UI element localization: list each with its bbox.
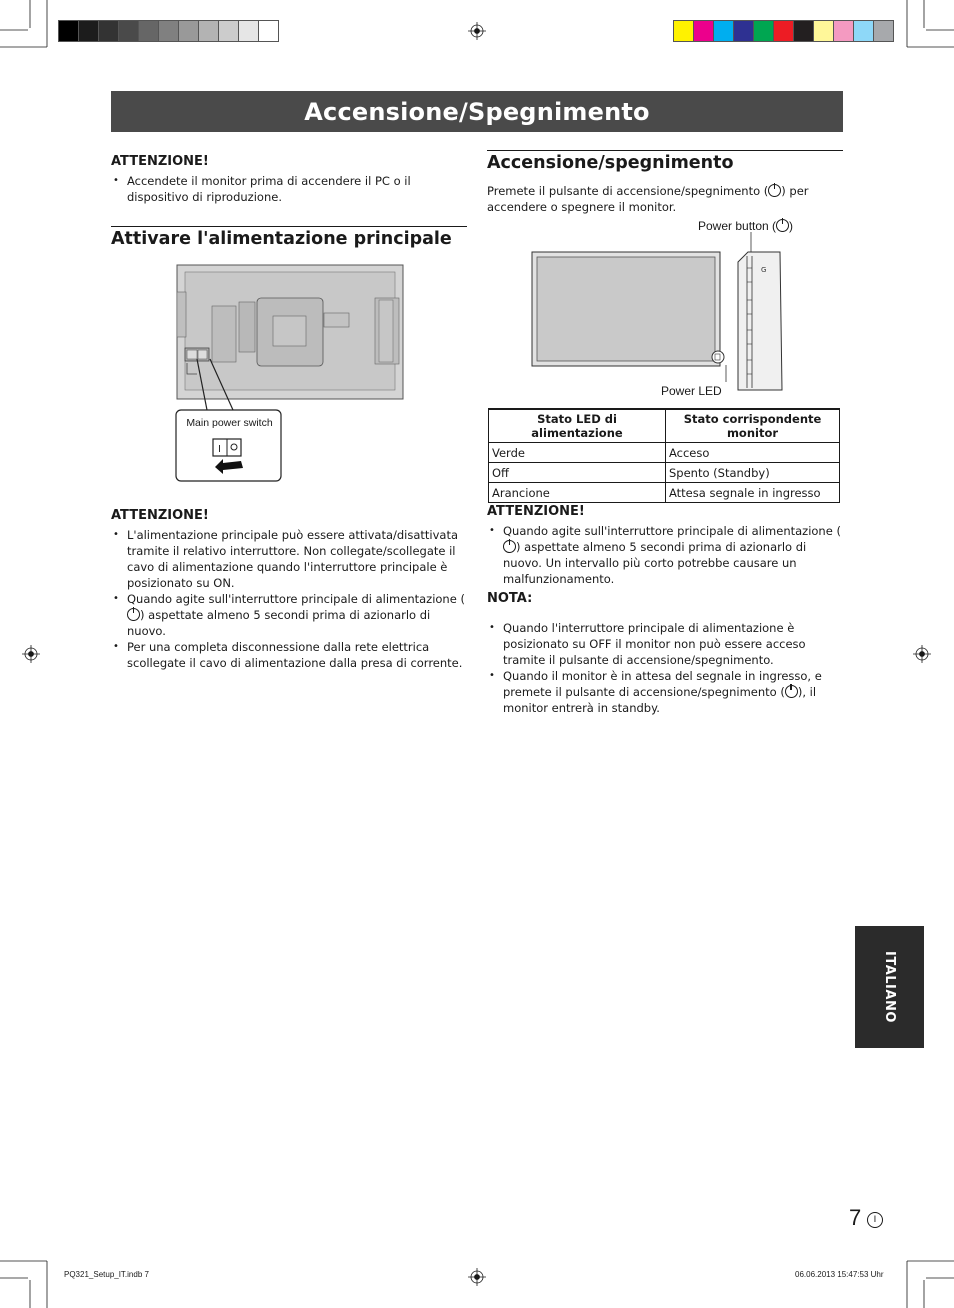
color-swatch bbox=[734, 21, 753, 41]
right-attention bbox=[487, 504, 845, 587]
text-part: Power button ( bbox=[698, 219, 777, 233]
color-swatch bbox=[239, 21, 258, 41]
table-cell: Attesa segnale in ingresso bbox=[666, 483, 840, 503]
color-swatch bbox=[179, 21, 198, 41]
language-tab-label: ITALIANO bbox=[882, 951, 897, 1023]
section-title-main-power: Attivare l'alimentazione principale bbox=[111, 226, 467, 249]
list-item bbox=[111, 591, 467, 639]
monitor-back-illustration bbox=[175, 264, 407, 484]
power-icon bbox=[768, 184, 781, 197]
intro-text bbox=[487, 183, 845, 215]
text-part: ) aspettate almeno 5 secondi prima di azionarlo di nuovo. bbox=[127, 608, 431, 638]
registration-mark-top bbox=[468, 22, 486, 40]
table-header: Stato corrispondente monitor bbox=[666, 409, 840, 443]
footer-date: 06.06.2013 15:47:53 Uhr bbox=[795, 1270, 884, 1279]
text-part: ) aspettate almeno 5 secondi prima di azionarlo di nuovo. Un intervallo più corto potrebbe causare un malfunzionamento. bbox=[503, 540, 807, 586]
color-swatch bbox=[99, 21, 118, 41]
color-swatch bbox=[199, 21, 218, 41]
svg-text:I: I bbox=[218, 444, 221, 455]
page-badge-label: I bbox=[873, 1215, 877, 1225]
color-swatch bbox=[119, 21, 138, 41]
right-nota bbox=[487, 591, 845, 716]
color-swatch bbox=[79, 21, 98, 41]
attention-label: ATTENZIONE! bbox=[111, 508, 209, 523]
monitor-front-illustration bbox=[528, 232, 788, 398]
registration-mark-bottom bbox=[468, 1268, 486, 1286]
color-swatch bbox=[854, 21, 873, 41]
power-icon bbox=[503, 540, 516, 553]
text-part: Quando il monitor è in attesa del segnale in ingresso, e premete il pulsante di accensione/spegnimento ( bbox=[503, 669, 822, 699]
color-swatch bbox=[814, 21, 833, 41]
text-part: Quando agite sull'interruttore principale di alimentazione ( bbox=[127, 592, 465, 606]
list-item: • Accendete il monitor prima di accendere il PC o il dispositivo di riproduzione. bbox=[111, 173, 466, 205]
table-cell: Off bbox=[489, 463, 666, 483]
attention-label: ATTENZIONE! bbox=[487, 504, 585, 519]
color-swatch bbox=[774, 21, 793, 41]
color-swatch bbox=[259, 21, 278, 41]
list-item: • Quando l'interruttore principale di alimentazione è posizionato su OFF il monitor non può essere acceso tramite il pulsante di accensione/spegnimento. bbox=[487, 620, 845, 668]
color-swatch bbox=[674, 21, 693, 41]
led-status-table bbox=[488, 408, 840, 503]
table-row bbox=[489, 443, 840, 463]
table-header-row bbox=[489, 409, 840, 443]
power-button-label bbox=[698, 219, 793, 233]
text-part: ) per accendere o spegnere il monitor. bbox=[487, 184, 809, 214]
table-row bbox=[489, 463, 840, 483]
left-attention-2 bbox=[111, 508, 467, 671]
text-part: Premete il pulsante di accensione/spegnimento ( bbox=[487, 184, 769, 198]
table-row bbox=[489, 483, 840, 503]
nota-label: NOTA: bbox=[487, 591, 533, 606]
page-number: 7 bbox=[849, 1205, 862, 1230]
page-title: Accensione/Spegnimento bbox=[111, 91, 843, 132]
section-title-power-on-off: Accensione/spegnimento bbox=[487, 150, 843, 173]
text-part: ) bbox=[789, 219, 794, 233]
main-power-switch-label: Main power switch bbox=[186, 417, 273, 429]
grayscale-bar bbox=[59, 0, 281, 62]
page-badge bbox=[867, 1212, 883, 1228]
registration-mark-right bbox=[913, 645, 931, 663]
power-led-label: Power LED bbox=[661, 384, 722, 398]
text-part: ), il monitor entrerà in standby. bbox=[503, 685, 817, 715]
power-icon bbox=[127, 608, 140, 621]
table-header: Stato LED di alimentazione bbox=[489, 409, 666, 443]
table-cell: Acceso bbox=[666, 443, 840, 463]
left-attention-1 bbox=[111, 154, 466, 205]
attention-label: ATTENZIONE! bbox=[111, 154, 209, 169]
language-tab bbox=[855, 926, 924, 1048]
text-part: Quando agite sull'interruttore principale di alimentazione ( bbox=[503, 524, 841, 538]
table-cell: Verde bbox=[489, 443, 666, 463]
color-swatch bbox=[834, 21, 853, 41]
power-icon bbox=[785, 685, 798, 698]
color-swatch bbox=[694, 21, 713, 41]
color-swatch bbox=[139, 21, 158, 41]
color-swatch bbox=[714, 21, 733, 41]
color-bar bbox=[674, 0, 896, 62]
list-item bbox=[487, 668, 845, 716]
color-swatch bbox=[874, 21, 893, 41]
list-item bbox=[487, 523, 845, 587]
color-swatch bbox=[59, 21, 78, 41]
registration-mark-left bbox=[22, 645, 40, 663]
color-swatch bbox=[754, 21, 773, 41]
list-item: • L'alimentazione principale può essere attivata/disattivata tramite il relativo interruttore. Non collegate/scollegate il cavo di alimentazione quando l'interruttore principale è posizionato su ON. bbox=[111, 527, 467, 591]
color-swatch bbox=[794, 21, 813, 41]
color-swatch bbox=[159, 21, 178, 41]
table-cell: Arancione bbox=[489, 483, 666, 503]
svg-text:G: G bbox=[761, 266, 767, 274]
footer-file: PQ321_Setup_IT.indb 7 bbox=[64, 1270, 149, 1279]
color-swatch bbox=[219, 21, 238, 41]
table-cell: Spento (Standby) bbox=[666, 463, 840, 483]
list-item: • Per una completa disconnessione dalla rete elettrica scollegate il cavo di alimentazione dalla presa di corrente. bbox=[111, 639, 467, 671]
power-icon bbox=[776, 219, 789, 232]
